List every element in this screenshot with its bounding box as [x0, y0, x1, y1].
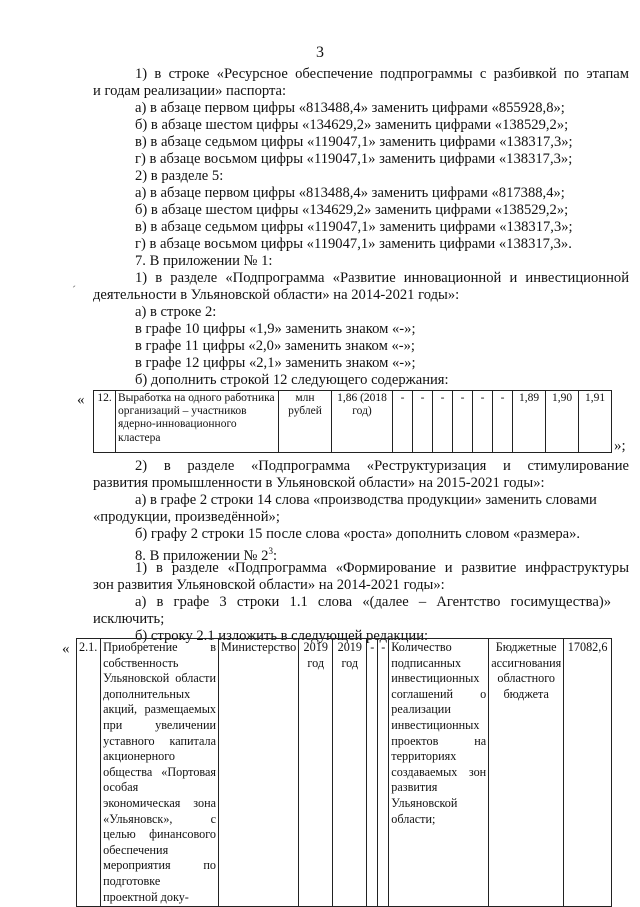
close-quote: »;	[614, 438, 626, 454]
text-line: а) в абзаце первом цифры «813488,4» заменить цифрами «817388,4»;	[135, 185, 565, 201]
cell-num: 12.	[94, 391, 116, 453]
cell-amount: 17082,6	[564, 639, 612, 907]
cell-num: 2.1.	[77, 639, 101, 907]
cell-base: 1,86 (2018 год)	[332, 391, 393, 453]
text-line: в) в абзаце седьмом цифры «119047,1» заменить цифрами «138317,3»;	[135, 219, 573, 235]
scan-mark: ´	[72, 283, 76, 297]
text-line: 1) в разделе «Подпрограмма «Развитие инновационной и инвестиционной	[135, 270, 629, 286]
text-line: б) строку 2.1 изложить в следующей редакции:	[135, 628, 429, 644]
text-line: исключить;	[93, 611, 165, 627]
text-line: б) в абзаце шестом цифры «134629,2» заменить цифрами «138529,2»;	[135, 202, 569, 218]
cell-dash: -	[378, 639, 389, 907]
cell-v12: 1,91	[579, 391, 612, 453]
text-line: зон развития Ульяновской области» на 2014-2021 годы»:	[93, 577, 445, 593]
cell-source: Бюджетные ассигнования областного бюджета	[489, 639, 564, 907]
page-number: 3	[316, 44, 324, 61]
superscript: 3	[268, 546, 273, 556]
text-line: 2) в разделе «Подпрограмма «Реструктуризация и стимулирование	[135, 458, 629, 474]
cell-dash: -	[393, 391, 413, 453]
text-line: а) в абзаце первом цифры «813488,4» заменить цифрами «855928,8»;	[135, 100, 565, 116]
table-row	[94, 391, 612, 453]
text-line: б) дополнить строкой 12 следующего содержания:	[135, 372, 449, 388]
text-line: 8. В приложении № $2^3$:	[135, 546, 277, 564]
text-line: в графе 11 цифры «2,0» заменить знаком «-»;	[135, 338, 415, 354]
open-quote: «	[77, 392, 85, 408]
cell-dash: -	[473, 391, 493, 453]
text-line: и годам реализации» паспорта:	[93, 83, 287, 99]
text-line: г) в абзаце восьмом цифры «119047,1» заменить цифрами «138317,3».	[135, 236, 572, 252]
text-line: деятельности в Ульяновской области» на 2014-2021 годы»:	[93, 287, 460, 303]
cell-dash: -	[493, 391, 513, 453]
cell-dash: -	[433, 391, 453, 453]
text-line: 7. В приложении № 1:	[135, 253, 273, 269]
cell-dash: -	[413, 391, 433, 453]
cell-dash: -	[453, 391, 473, 453]
cell-name: Приобретение в собственность Ульяновской области дополнительных акций, размещаемых при увеличении уставного капитала акционерного общества «Портовая особая экономическая зона «Ульяновск», с целью финансового обеспечения мероприятия по подготовке проектной доку-	[101, 639, 219, 907]
text-line: г) в абзаце восьмом цифры «119047,1» заменить цифрами «138317,3»;	[135, 151, 573, 167]
cell-unit: млн рублей	[279, 391, 332, 453]
open-quote: «	[62, 641, 70, 657]
text-line: «продукции, произведённой»;	[93, 509, 280, 525]
text-line: б) в абзаце шестом цифры «134629,2» заменить цифрами «138529,2»;	[135, 117, 569, 133]
text-line: а) в графе 2 строки 14 слова «производства продукции» заменить словами	[135, 492, 597, 508]
table-row	[77, 639, 612, 907]
cell-dash: -	[367, 639, 378, 907]
cell-year-end: 2019 год	[333, 639, 367, 907]
text-line: развития промышленности в Ульяновской области» на 2015-2021 годы»:	[93, 475, 545, 491]
cell-indicator: Количество подписанных инвестиционных соглашений о реализации инвестиционных проектов на территориях создаваемых зон развития Ульяновской области;	[389, 639, 489, 907]
text-line: б) графу 2 строки 15 после слова «роста» дополнить словом «размера».	[135, 526, 581, 542]
cell-v11: 1,90	[546, 391, 579, 453]
text-line: 1) в разделе «Подпрограмма «Формирование и развитие инфраструктуры	[135, 560, 629, 576]
text-line: 2) в разделе 5:	[135, 168, 224, 184]
cell-executor: Министерство	[219, 639, 299, 907]
cell-name: Выработка на одного работника организаций – участников ядерно-инновационного кластера	[116, 391, 279, 453]
indicator-table	[93, 390, 612, 453]
cell-v10: 1,89	[513, 391, 546, 453]
text-line: в) в абзаце седьмом цифры «119047,1» заменить цифрами «138317,3»;	[135, 134, 573, 150]
text-line: а) в строке 2:	[135, 304, 217, 320]
text-line: а) в графе 3 строки 1.1 слова «(далее – Агентство госимущества)»	[135, 594, 611, 610]
cell-year-start: 2019 год	[299, 639, 333, 907]
text-line: в графе 10 цифры «1,9» заменить знаком «-»;	[135, 321, 416, 337]
activity-table	[76, 638, 612, 907]
text-line: 1) в строке «Ресурсное обеспечение подпрограммы с разбивкой по этапам	[135, 66, 629, 82]
text-line: в графе 12 цифры «2,1» заменить знаком «-»;	[135, 355, 416, 371]
